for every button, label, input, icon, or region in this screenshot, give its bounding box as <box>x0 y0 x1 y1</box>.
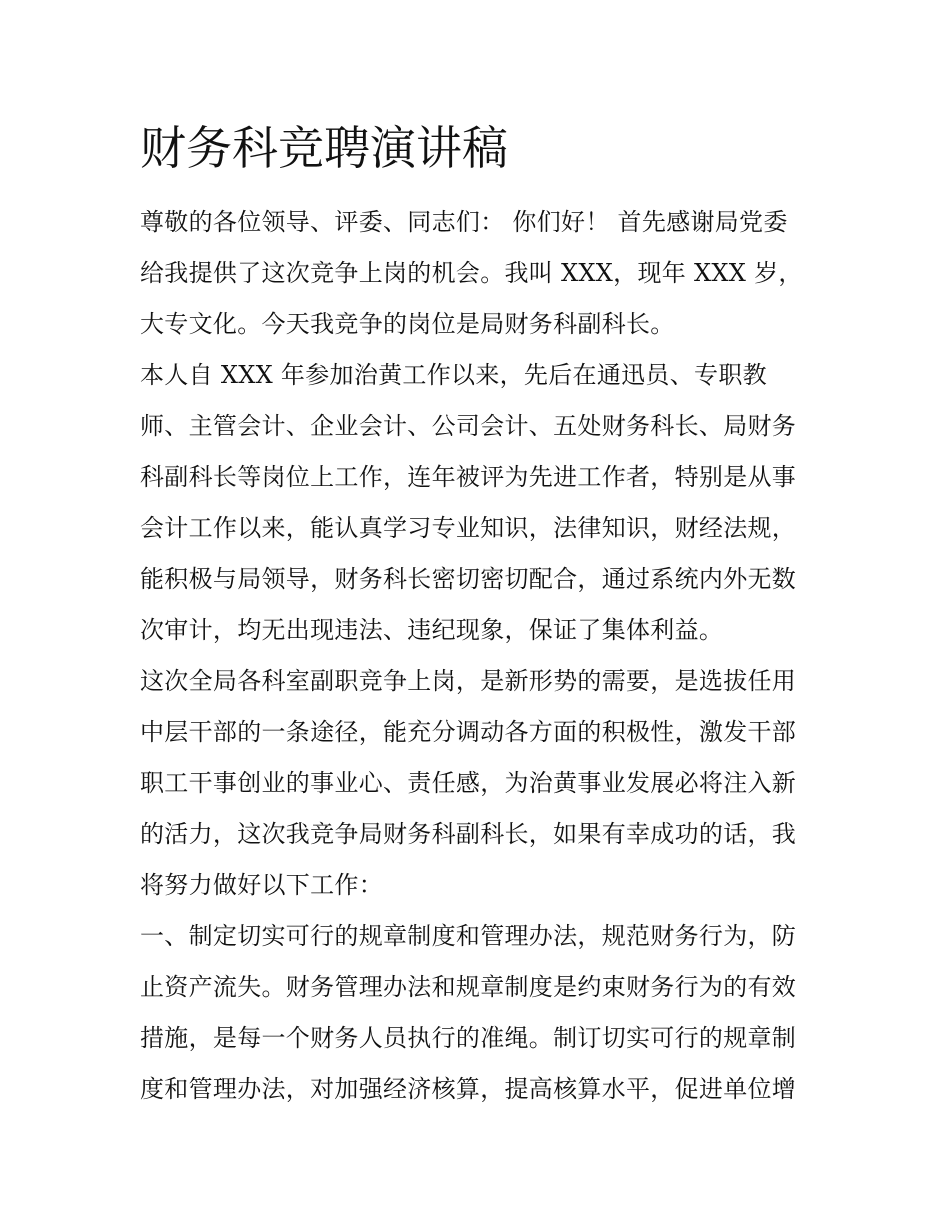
text-line: 的活力，这次我竞争局财务科副科长，如果有幸成功的话，我 <box>140 820 797 848</box>
text-line: 止资产流失。财务管理办法和规章制度是约束财务行为的有效 <box>140 973 797 1001</box>
text-line: 这次全局各科室副职竞争上岗，是新形势的需要，是选拔任用 <box>140 667 797 695</box>
text-line: 本人自 XXX 年参加治黄工作以来，先后在通迅员、专职教 <box>140 361 767 389</box>
text-line: 给我提供了这次竞争上岗的机会。我叫 XXX，现年 XXX 岁， <box>140 259 803 287</box>
text-line: 次审计，均无出现违法、违纪现象，保证了集体利益。 <box>140 616 724 644</box>
text-line: 会计工作以来，能认真学习专业知识，法律知识，财经法规， <box>140 514 797 542</box>
text-line: 度和管理办法，对加强经济核算，提高核算水平，促进单位增 <box>140 1075 797 1103</box>
document-title: 财务科竞聘演讲稿 <box>140 121 508 175</box>
text-line: 措施，是每一个财务人员执行的准绳。制订切实可行的规章制 <box>140 1024 797 1052</box>
text-line: 尊敬的各位领导、评委、同志们： 你们好！ 首先感谢局党委 <box>140 208 788 236</box>
text-line: 能积极与局领导，财务科长密切密切配合，通过系统内外无数 <box>140 565 797 593</box>
text-line: 将努力做好以下工作： <box>140 871 383 899</box>
text-line: 中层干部的一条途径，能充分调动各方面的积极性，激发干部 <box>140 718 797 746</box>
text-line: 职工干事创业的事业心、责任感，为治黄事业发展必将注入新 <box>140 769 797 797</box>
text-line: 科副科长等岗位上工作，连年被评为先进工作者，特别是从事 <box>140 463 797 491</box>
text-line: 一、制定切实可行的规章制度和管理办法，规范财务行为，防 <box>140 922 797 950</box>
text-line: 师、主管会计、企业会计、公司会计、五处财务科长、局财务 <box>140 412 797 440</box>
text-line: 大专文化。今天我竞争的岗位是局财务科副科长。 <box>140 310 675 338</box>
